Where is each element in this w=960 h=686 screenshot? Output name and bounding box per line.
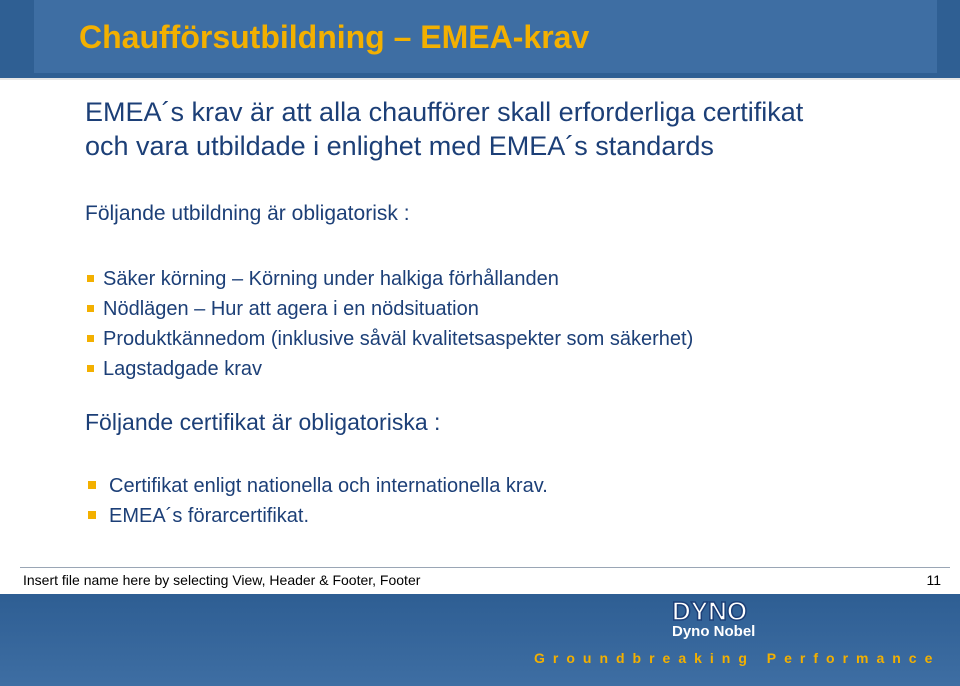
bullet-icon: [87, 305, 94, 312]
list-item: Certifikat enligt nationella och internationella krav.: [85, 471, 548, 501]
bullet-icon: [87, 365, 94, 372]
intro-line-2: och vara utbildade i enlighet med EMEA´s standards: [85, 131, 714, 161]
list-item: Lagstadgade krav: [85, 354, 693, 384]
dyno-logo-text: DYNO: [672, 598, 748, 624]
list-item: Nödlägen – Hur att agera i en nödsituation: [85, 294, 693, 324]
brand-band: [0, 594, 960, 686]
bullet-icon: [88, 481, 96, 489]
certificate-list: [85, 471, 548, 531]
bullet-icon: [87, 335, 94, 342]
intro-line-1: EMEA´s krav är att alla chaufförer skall erforderliga certifikat: [85, 97, 804, 127]
bullet-icon: [87, 275, 94, 282]
company-tagline: Groundbreaking Performance: [534, 650, 941, 666]
training-list: [85, 264, 693, 384]
company-name: Dyno Nobel: [672, 623, 756, 640]
list-item: Produktkännedom (inklusive såväl kvalitetsaspekter som säkerhet): [85, 324, 693, 354]
dyno-logo-icon: [672, 598, 758, 624]
list-item: EMEA´s förarcertifikat.: [85, 501, 548, 531]
list-item: Säker körning – Körning under halkiga förhållanden: [85, 264, 693, 294]
brand-band-gradient: [0, 594, 960, 686]
page-number: 11: [926, 572, 941, 588]
slide-header: [0, 0, 960, 80]
certificate-heading: Följande certifikat är obligatoriska :: [85, 409, 441, 435]
footer-text: Insert file name here by selecting View, Header & Footer, Footer: [23, 572, 421, 588]
slide-title: Chaufförsutbildning – EMEA-krav: [79, 19, 590, 55]
intro-paragraph: [85, 95, 803, 163]
footer-divider: [20, 567, 950, 568]
bullet-icon: [88, 511, 96, 519]
training-heading: Följande utbildning är obligatorisk :: [85, 202, 410, 225]
